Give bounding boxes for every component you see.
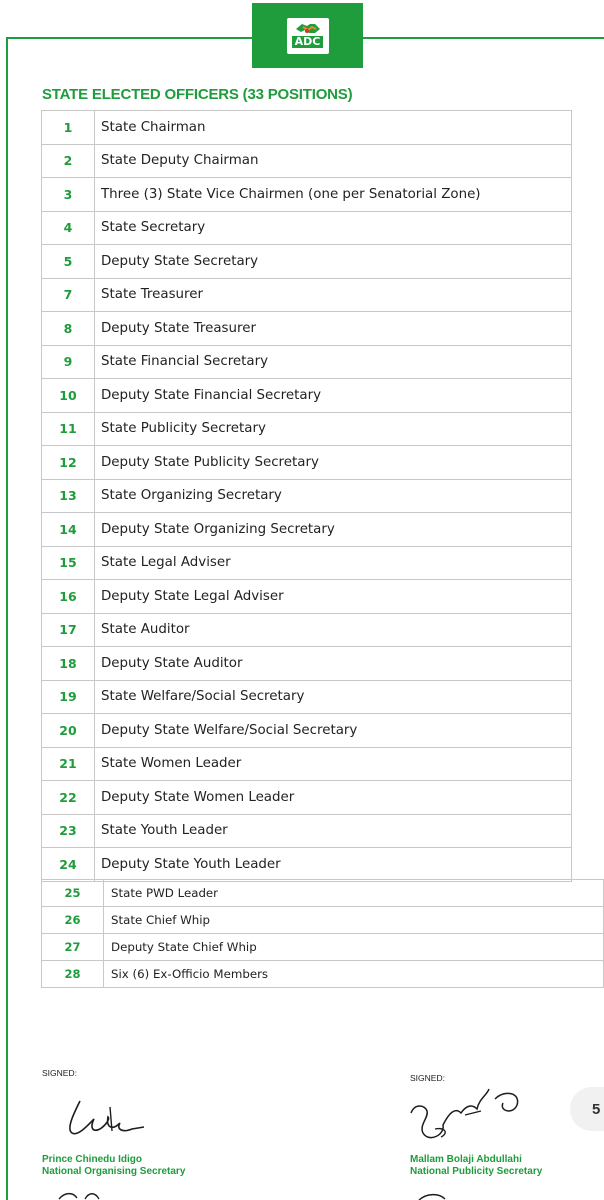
position-number: 7 (42, 278, 95, 312)
position-number: 26 (42, 907, 104, 934)
table-row (42, 647, 572, 681)
positions-table-continued (41, 879, 604, 988)
position-number: 25 (42, 880, 104, 907)
signature-right (405, 1085, 535, 1150)
signature-fragment-left (55, 1190, 135, 1200)
position-title: Deputy State Youth Leader (95, 848, 572, 882)
position-number: 9 (42, 345, 95, 379)
table-row (42, 144, 572, 178)
table-row (42, 513, 572, 547)
position-title: Deputy State Treasurer (95, 312, 572, 346)
signatory-right (410, 1154, 542, 1178)
position-title: Deputy State Publicity Secretary (95, 446, 572, 480)
position-title: Deputy State Secretary (95, 245, 572, 279)
signatory-role: National Organising Secretary (42, 1166, 186, 1177)
table-row (42, 412, 572, 446)
position-title: State Treasurer (95, 278, 572, 312)
position-title: State Legal Adviser (95, 546, 572, 580)
position-number: 27 (42, 934, 104, 961)
table-row (42, 907, 604, 934)
signatory-name: Mallam Bolaji Abdullahi (410, 1154, 522, 1165)
position-number: 4 (42, 211, 95, 245)
table-row (42, 680, 572, 714)
signed-label-right: SIGNED: (410, 1073, 445, 1083)
signature-left (60, 1093, 155, 1143)
position-number: 11 (42, 412, 95, 446)
signature-fragment-right (415, 1192, 475, 1200)
table-row (42, 961, 604, 988)
table-row (42, 580, 572, 614)
logo-text: ADC (292, 36, 324, 48)
table-row (42, 111, 572, 145)
position-number: 22 (42, 781, 95, 815)
position-number: 13 (42, 479, 95, 513)
logo-emblem (287, 18, 329, 54)
position-number: 8 (42, 312, 95, 346)
position-title: Deputy State Organizing Secretary (95, 513, 572, 547)
position-number: 2 (42, 144, 95, 178)
table-row (42, 814, 572, 848)
table-row (42, 934, 604, 961)
position-number: 23 (42, 814, 95, 848)
signatory-role: National Publicity Secretary (410, 1166, 543, 1177)
table-row (42, 546, 572, 580)
table-row (42, 278, 572, 312)
table-row (42, 312, 572, 346)
position-title: State Chief Whip (104, 907, 604, 934)
position-title: State Welfare/Social Secretary (95, 680, 572, 714)
table-row (42, 379, 572, 413)
position-title: Deputy State Chief Whip (104, 934, 604, 961)
table-row (42, 446, 572, 480)
position-number: 16 (42, 580, 95, 614)
position-number: 24 (42, 848, 95, 882)
position-number: 17 (42, 613, 95, 647)
table-row (42, 880, 604, 907)
table-row (42, 211, 572, 245)
position-title: Deputy State Legal Adviser (95, 580, 572, 614)
party-logo (252, 3, 363, 68)
table-row (42, 245, 572, 279)
position-title: Deputy State Women Leader (95, 781, 572, 815)
table-row (42, 613, 572, 647)
position-title: State Financial Secretary (95, 345, 572, 379)
page-border-left (6, 37, 8, 1200)
signatory-name: Prince Chinedu Idigo (42, 1154, 143, 1165)
positions-table (41, 110, 572, 882)
position-number: 14 (42, 513, 95, 547)
position-number: 28 (42, 961, 104, 988)
position-number: 20 (42, 714, 95, 748)
table-row (42, 479, 572, 513)
position-number: 10 (42, 379, 95, 413)
position-title: Three (3) State Vice Chairmen (one per Senatorial Zone) (95, 178, 572, 212)
table-row (42, 714, 572, 748)
table-row (42, 781, 572, 815)
position-number: 5 (42, 245, 95, 279)
table-row (42, 178, 572, 212)
position-number: 19 (42, 680, 95, 714)
page-number: 5 (592, 1100, 601, 1118)
position-number: 21 (42, 747, 95, 781)
position-number: 1 (42, 111, 95, 145)
position-number: 18 (42, 647, 95, 681)
position-title: State Auditor (95, 613, 572, 647)
position-title: State Women Leader (95, 747, 572, 781)
position-title: State Deputy Chairman (95, 144, 572, 178)
position-title: Six (6) Ex-Officio Members (104, 961, 604, 988)
position-title: State Publicity Secretary (95, 412, 572, 446)
position-number: 15 (42, 546, 95, 580)
position-title: State PWD Leader (104, 880, 604, 907)
page-number-badge (570, 1087, 604, 1131)
position-title: State Youth Leader (95, 814, 572, 848)
table-row (42, 747, 572, 781)
position-title: Deputy State Welfare/Social Secretary (95, 714, 572, 748)
position-title: Deputy State Financial Secretary (95, 379, 572, 413)
position-title: State Secretary (95, 211, 572, 245)
position-title: Deputy State Auditor (95, 647, 572, 681)
position-number: 12 (42, 446, 95, 480)
table-row (42, 345, 572, 379)
section-title: STATE ELECTED OFFICERS (33 POSITIONS) (42, 86, 353, 103)
position-title: State Chairman (95, 111, 572, 145)
position-title: State Organizing Secretary (95, 479, 572, 513)
signatory-left (42, 1154, 185, 1178)
signed-label-left: SIGNED: (42, 1068, 77, 1078)
position-number: 3 (42, 178, 95, 212)
table-row (42, 848, 572, 882)
handshake-icon (295, 21, 321, 35)
